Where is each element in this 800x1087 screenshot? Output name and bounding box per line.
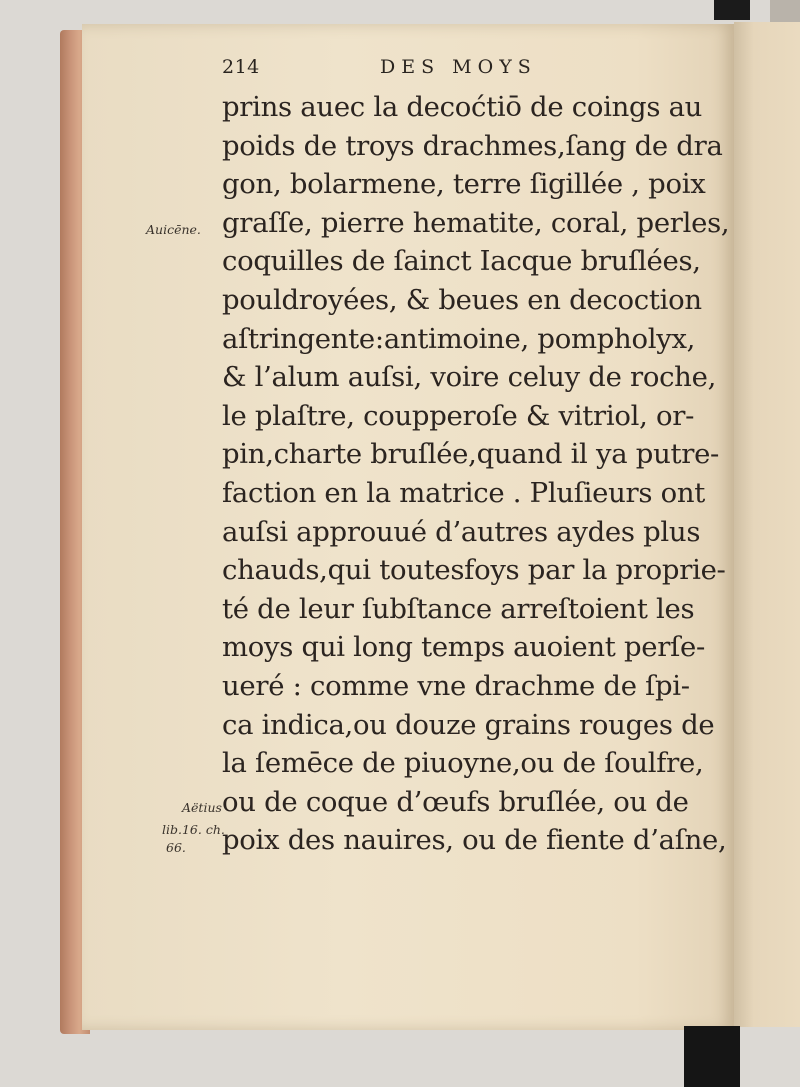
running-header <box>0 54 800 80</box>
text-line: ueré : comme vne drachme de ſpi- <box>222 669 690 702</box>
marginal-note-aetius: Aëtius <box>182 800 222 815</box>
text-line: moys qui long temps auoient perſe- <box>222 631 705 664</box>
marginal-note-aetius-ref: lib.16. ch. <box>162 822 225 837</box>
text-line: graſſe, pierre hematite, coral, perles, <box>222 206 730 239</box>
text-line: pouldroyées, & beues en decoction <box>222 283 702 316</box>
text-line: chauds,qui toutesfoys par la proprie- <box>222 554 726 587</box>
body-text <box>222 88 730 860</box>
scan-corner <box>770 0 800 24</box>
facing-page-edge <box>734 22 800 1027</box>
text-line: gon, bolarmene, terre ſigillée , poix <box>222 168 706 201</box>
text-line: la ſemēce de piuoyne,ou de ſoulfre, <box>222 747 704 780</box>
text-line: faction en la matrice . Pluſieurs ont <box>222 476 706 509</box>
running-title: DES MOYS <box>380 56 537 78</box>
text-line: le plaſtre, coupperoſe & vitriol, or- <box>222 399 695 432</box>
text-line: ou de coque d’œufs bruſlée, ou de <box>222 785 689 818</box>
text-line: auſsi approuué d’autres aydes plus <box>222 515 701 548</box>
text-line: aſtringente:antimoine, pompholyx, <box>222 322 696 355</box>
text-line: prins auec la decoćtiō de coings au <box>222 91 703 123</box>
bookmark-ribbon-bottom <box>684 1026 740 1087</box>
text-line: té de leur ſubſtance arreſtoient les <box>222 592 695 625</box>
bookmark-ribbon-top <box>714 0 750 20</box>
text-line: & l’alum auſsi, voire celuy de roche, <box>222 361 717 394</box>
text-line: ca indica,ou douze grains rouges de <box>222 708 715 741</box>
text-line: poids de troys drachmes,ſang de dra <box>222 129 723 162</box>
page-number: 214 <box>222 56 260 78</box>
marginal-note-avicenne: Auicēne. <box>146 222 201 237</box>
marginal-note-aetius-chapter: 66. <box>166 840 186 855</box>
text-line: poix des nauires, ou de fiente d’aſne, <box>222 824 727 857</box>
text-line: pin,charte bruſlée,quand il ya putre- <box>222 438 720 471</box>
text-line: coquilles de ſainct Iacque bruſlées, <box>222 245 701 278</box>
